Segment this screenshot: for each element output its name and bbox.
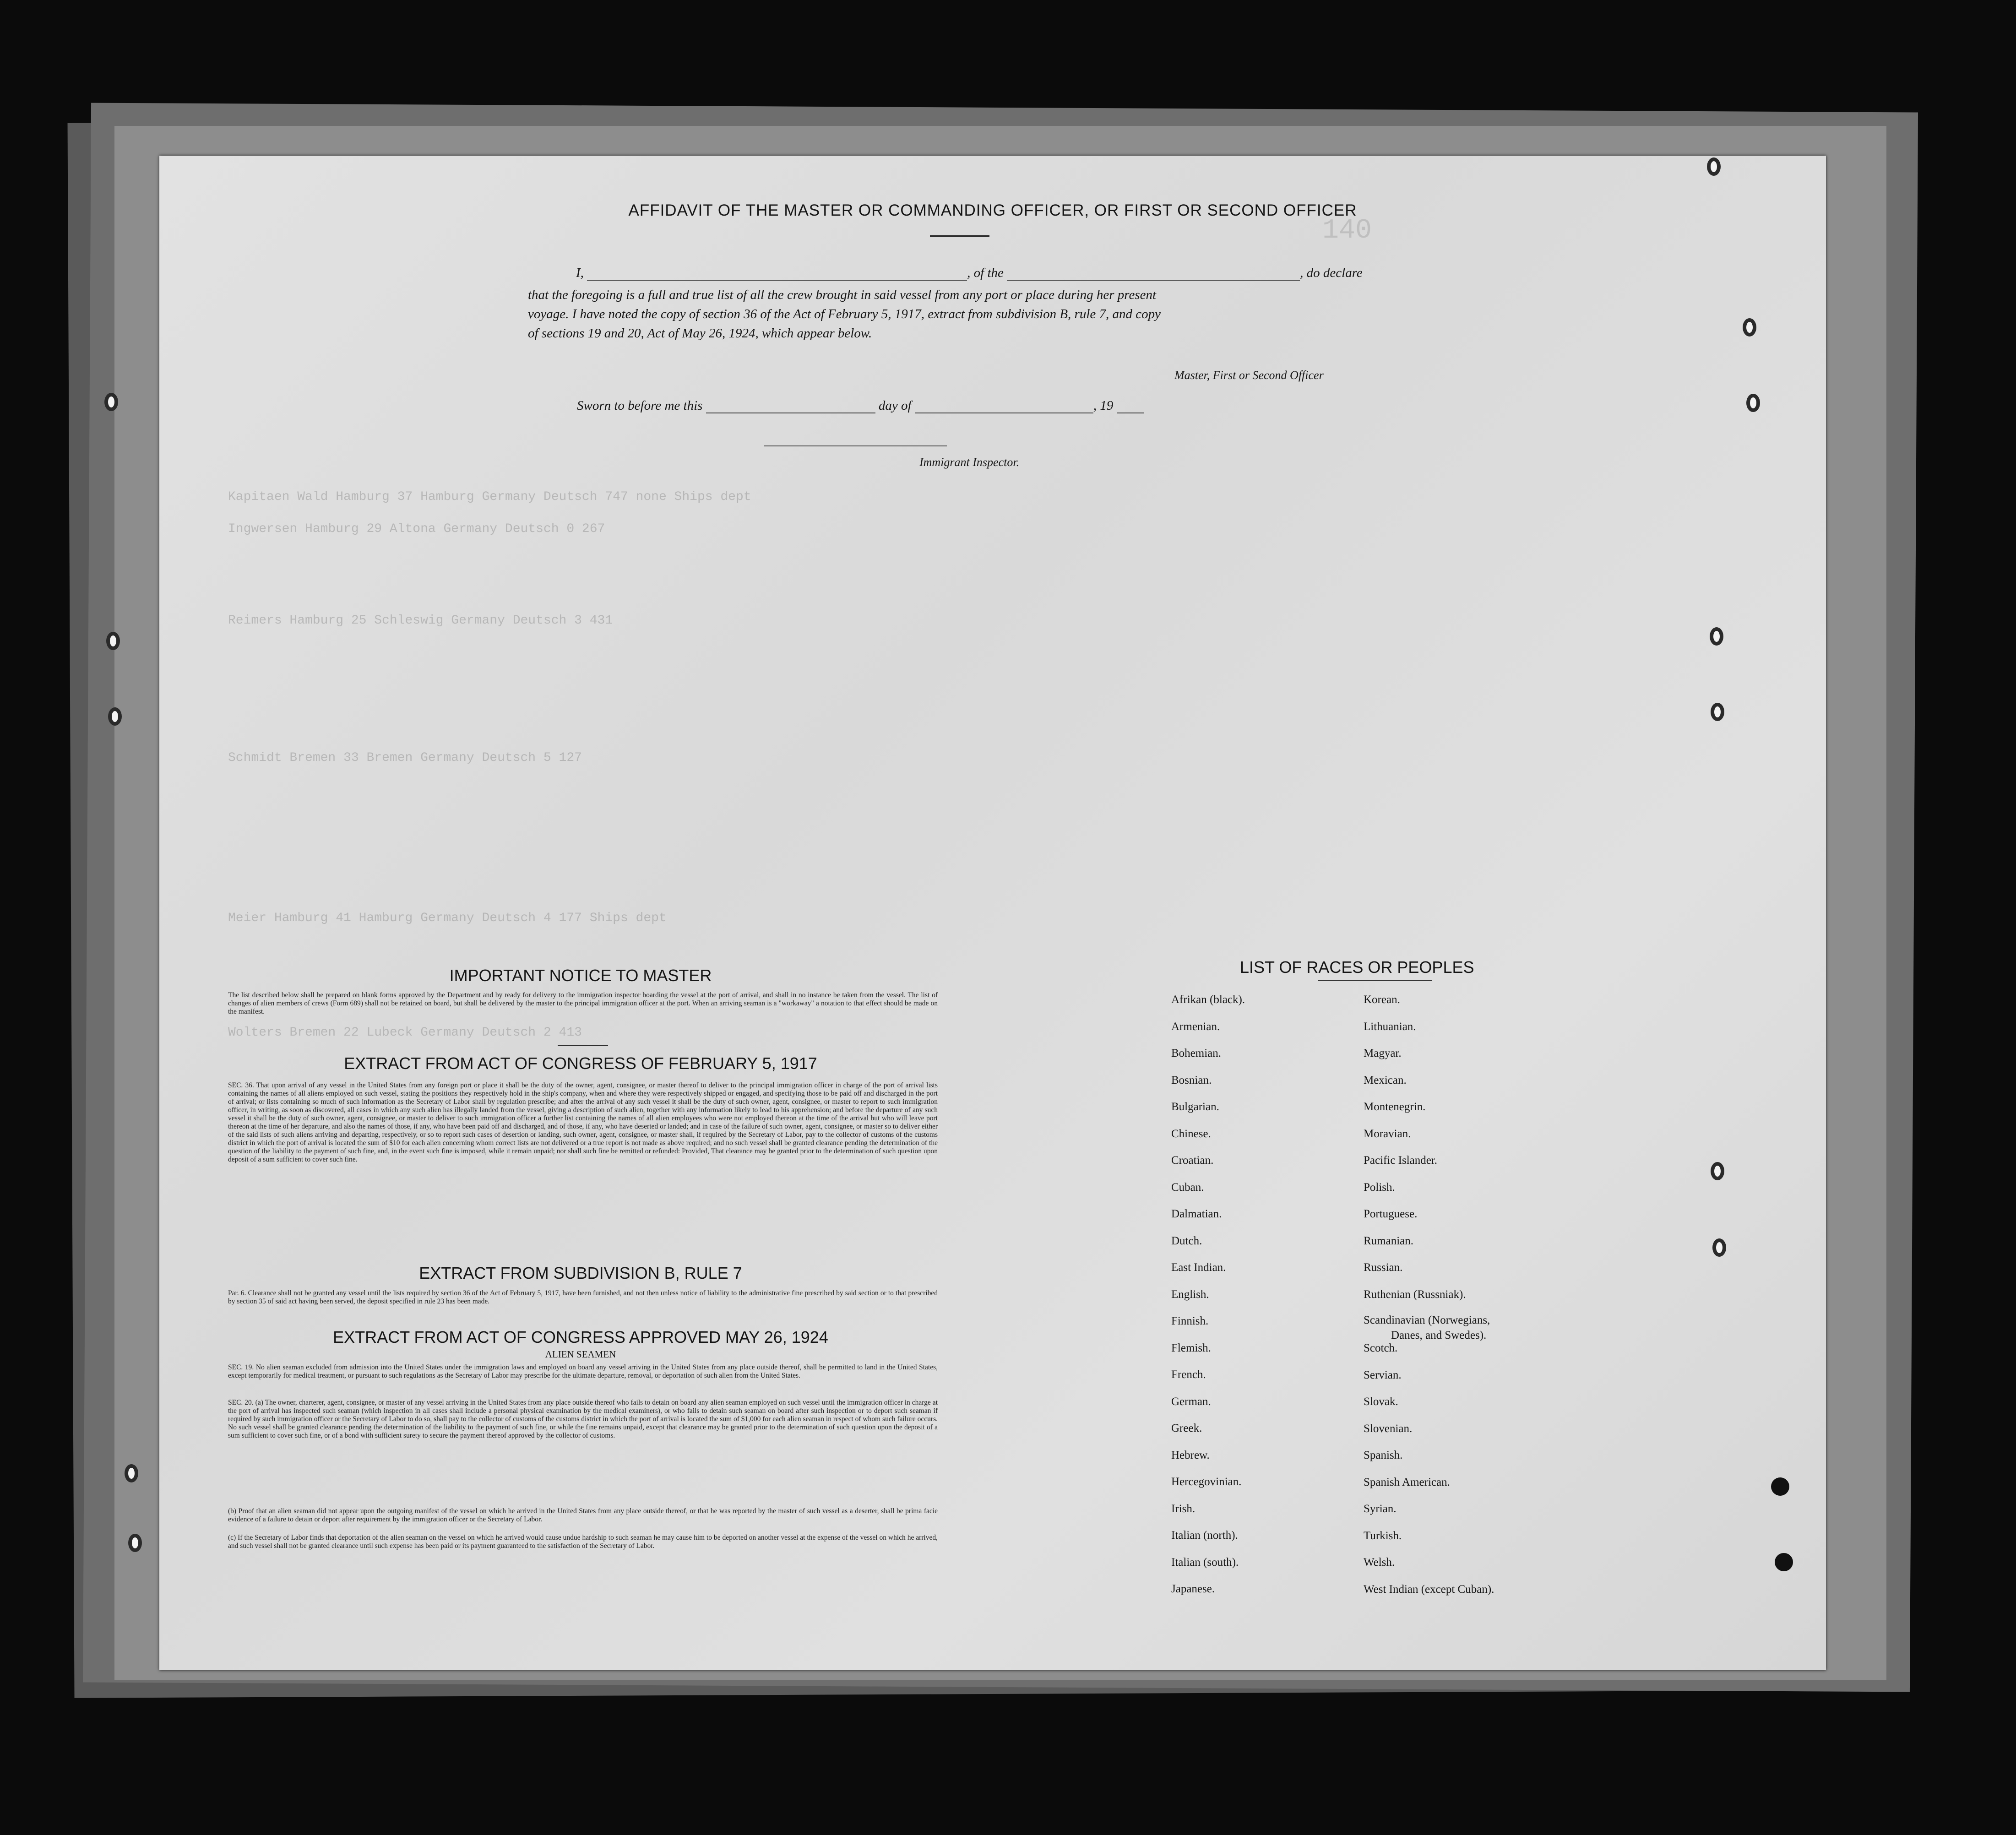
race-item: Bohemian.: [1171, 1047, 1222, 1059]
binder-hole: [128, 1534, 142, 1552]
extract-rule7-text: Par. 6. Clearance shall not be granted any vessel until the lists required by section 36 of the Act of February 5, 1917, have been furnished, and not then unless notice of liability to the administrative fine prescribed by said section or to that prescribed by section 35 of said act having been served, the deposit specified in rule 23 has been made.: [228, 1289, 938, 1305]
race-item: Greek.: [1171, 1422, 1202, 1434]
race-item: German.: [1171, 1395, 1211, 1408]
extract-1924-title: EXTRACT FROM ACT OF CONGRESS APPROVED MAY 26, 1924: [333, 1328, 828, 1346]
race-item: Slovenian.: [1364, 1422, 1413, 1435]
race-item: Croatian.: [1171, 1154, 1214, 1167]
races-left-column: [1171, 987, 1245, 1603]
divider: [930, 235, 989, 237]
races-right-column: [1364, 987, 1494, 1603]
race-item: Spanish American.: [1364, 1476, 1450, 1488]
divider: [558, 1045, 608, 1046]
notice-title: IMPORTANT NOTICE TO MASTER: [449, 966, 712, 985]
affidavit-title: AFFIDAVIT OF THE MASTER OR COMMANDING OFFICER, OR FIRST OR SECOND OFFICER: [628, 201, 1357, 219]
extract-rule7-title: EXTRACT FROM SUBDIVISION B, RULE 7: [419, 1264, 742, 1282]
race-item: Syrian.: [1364, 1503, 1397, 1515]
race-item: Montenegrin.: [1364, 1101, 1426, 1113]
race-item: Finnish.: [1171, 1315, 1209, 1327]
affidavit-line-1: I, , of the , do declare: [576, 266, 1363, 280]
race-item: Russian.: [1364, 1261, 1403, 1274]
punch-hole: [1775, 1553, 1793, 1571]
divider: [1318, 980, 1432, 981]
race-item: Flemish.: [1171, 1341, 1211, 1354]
race-item: Dalmatian.: [1171, 1208, 1222, 1220]
name-blank[interactable]: [587, 280, 967, 281]
race-item: Chinese.: [1171, 1127, 1211, 1140]
race-item: Ruthenian (Russniak).: [1364, 1288, 1466, 1301]
race-item: Italian (north).: [1171, 1529, 1238, 1542]
binder-hole: [1711, 703, 1724, 721]
race-item: Korean.: [1364, 994, 1400, 1006]
extract-1924-sec20b: (b) Proof that an alien seaman did not appear upon the outgoing manifest of the vessel on which he arrived in the United States from any place outside thereof, or that he was reported by the master of such vessel as a deserter, shall be prima facie evidence of a failure to detain or deport after requirement by the immigration officer or the Secretary of Labor.: [228, 1507, 938, 1523]
race-item: Moravian.: [1364, 1127, 1411, 1140]
race-item: English.: [1171, 1288, 1209, 1301]
affidavit-line-3: voyage. I have noted the copy of section 36 of the Act of February 5, 1917, extract from subdivision B, rule 7, and copy: [528, 307, 1161, 321]
race-item: Scandinavian (Norwegians,: [1364, 1314, 1490, 1326]
affidavit-line-4: of sections 19 and 20, Act of May 26, 1924, which appear below.: [528, 326, 872, 341]
race-item: Polish.: [1364, 1181, 1395, 1194]
extract-1917-title: EXTRACT FROM ACT OF CONGRESS OF FEBRUARY 5, 1917: [344, 1054, 817, 1073]
binder-hole: [106, 632, 120, 650]
binder-hole: [1743, 318, 1756, 337]
race-item: Italian (south).: [1171, 1556, 1239, 1569]
race-item: Scotch.: [1364, 1342, 1398, 1354]
extract-1924-sec20c: (c) If the Secretary of Labor finds that deportation of the alien seaman on the vessel on which he arrived would cause undue hardship to such seaman he may cause him to be deported on another vessel at the expense of the vessel on which he arrived, and such vessel shall not be granted clearance until such expense has been paid or its payment guaranteed to the satisfaction of the Secretary of Labor.: [228, 1534, 938, 1550]
show-through-text: Ingwersen Hamburg 29 Altona Germany Deutsch 0 267: [228, 522, 605, 536]
inspector-signature-line[interactable]: [764, 437, 947, 446]
extract-1924-sec19: SEC. 19. No alien seaman excluded from admission into the United States under the immigration laws and employed on board any vessel arriving in the United States from any place outside thereof, shall be permitted to land in the United States, except temporarily for medical treatment, or pursuant to such regulations as the Secretary of Labor may prescribe for the ultimate departure, removal, or deportation of such alien from the United States.: [228, 1363, 938, 1379]
page-number: 140: [1322, 215, 1372, 246]
race-item: Turkish.: [1364, 1529, 1402, 1542]
race-item: Afrikan (black).: [1171, 994, 1245, 1006]
race-item: French.: [1171, 1368, 1206, 1381]
binder-hole: [1746, 394, 1760, 412]
extract-1924-subtitle: ALIEN SEAMEN: [545, 1349, 616, 1360]
race-item: Cuban.: [1171, 1181, 1204, 1194]
vessel-blank[interactable]: [1007, 280, 1300, 281]
race-item: East Indian.: [1171, 1261, 1226, 1274]
show-through-text: Reimers Hamburg 25 Schleswig Germany Deutsch 3 431: [228, 613, 613, 628]
inspector-label: Immigrant Inspector.: [919, 456, 1020, 469]
extract-1917-text: SEC. 36. That upon arrival of any vessel in the United States from any foreign port or place it shall be the duty of the owner, agent, consignee, or master thereof to deliver to the principal immigration officer in charge of the port of arrival lists containing the names of all aliens employed on such vessel, stating the positions they respectively hold in the ship's company, when and where they were respectively shipped or engaged, and specifying those to be paid off and discharged in the port of arrival; or lists containing so much of such information as the Secretary of Labor shall by regulation prescribe; and after the arrival of any such vessel it shall be the duty of such owner, agent, consignee, or master to report to such immigration officer, in writing, as soon as discovered, all cases in which any such alien has illegally landed from the vessel, giving a description of such alien, together with any information likely to lead to his apprehension; and before the departure of any such vessel it shall be the duty of such owner, agent, consignee, or master to deliver to such immigration officer a further list containing the names of all alien employees who were not employed thereon at the time of the arrival but who will leave port thereon at the time of her departure, and also the names of those, if any, who have been paid off and discharged, and of those, if any, who have deserted or landed; and in case of the failure of such owner, agent, consignee, or master so to deliver either of the said lists of such aliens arriving and departing, respectively, or so to report such cases of desertion or landing, such owner, agent, consignee, or master shall, if required by the Secretary of Labor, pay to the collector of customs of the customs district in which the port of arrival is located the sum of $10 for each alien concerning whom correct lists are not delivered or a true report is not made as above required; and no such vessel shall be granted clearance pending the determination of the question of the liability to the payment of such fine, and, in the event such fine is imposed, while it remain unpaid; nor shall such fine be remitted or refunded: Provided, That clearance may be granted prior to the determination of such question upon deposit of a sum sufficient to cover such fine.: [228, 1081, 938, 1163]
race-item: Bosnian.: [1171, 1074, 1212, 1086]
race-item: Irish.: [1171, 1502, 1195, 1515]
binder-hole: [1710, 627, 1723, 646]
binder-hole: [1707, 157, 1721, 176]
race-item: Lithuanian.: [1364, 1020, 1416, 1033]
race-item: Hebrew.: [1171, 1449, 1210, 1461]
binder-hole: [1711, 1162, 1724, 1180]
binder-hole: [1712, 1238, 1726, 1257]
extract-1924-sec20: SEC. 20. (a) The owner, charterer, agent, consignee, or master of any vessel arriving in the United States from any place outside thereof who fails to detain on board any alien seaman employed on such vessel until the immigration officer in charge at the port of arrival has inspected such seaman (which inspection in all cases shall include a personal physical examination by the medical examiners), or who fails to detain such seaman on board after such inspection or to deport such seaman if required by such immigration officer or the Secretary of Labor to do so, shall pay to the collector of customs of the customs district in which the port of arrival is located the sum of $1,000 for each alien seaman in respect of whom such failure occurs. No such vessel shall be granted clearance pending the determination of the liability to the payment of such fine, or while the fine remains unpaid, except that clearance may be granted prior to the determination of such question upon the deposit of a sum sufficient to cover such fine, or of a bond with sufficient surety to secure the payment thereof approved by the collector of customs.: [228, 1399, 938, 1439]
race-item: Hercegovinian.: [1171, 1476, 1242, 1488]
binder-hole: [104, 393, 118, 411]
race-item: Welsh.: [1364, 1556, 1395, 1569]
race-item: Dutch.: [1171, 1234, 1202, 1247]
binder-hole: [125, 1464, 138, 1482]
race-item: Servian.: [1364, 1368, 1402, 1381]
race-item: Japanese.: [1171, 1583, 1215, 1595]
show-through-text: Wolters Bremen 22 Lubeck Germany Deutsch 2 413: [228, 1026, 582, 1040]
document-page: [159, 156, 1826, 1670]
master-signature-label: Master, First or Second Officer: [1174, 369, 1324, 382]
sworn-line: Sworn to before me this day of , 19: [577, 398, 1144, 413]
affidavit-line-2: that the foregoing is a full and true list of all the crew brought in said vessel from any port or place during her present: [528, 288, 1157, 302]
race-item: West Indian (except Cuban).: [1364, 1583, 1494, 1596]
race-item: Armenian.: [1171, 1020, 1220, 1033]
show-through-text: Kapitaen Wald Hamburg 37 Hamburg Germany Deutsch 747 none Ships dept: [228, 490, 751, 504]
race-item: Portuguese.: [1364, 1208, 1418, 1220]
show-through-text: Schmidt Bremen 33 Bremen Germany Deutsch 5 127: [228, 751, 582, 765]
race-item: Spanish.: [1364, 1449, 1403, 1461]
race-item: Slovak.: [1364, 1395, 1398, 1408]
race-item: Mexican.: [1364, 1074, 1407, 1086]
race-item: Magyar.: [1364, 1047, 1402, 1059]
race-item: Rumanian.: [1364, 1234, 1414, 1247]
show-through-text: Meier Hamburg 41 Hamburg Germany Deutsch 4 177 Ships dept: [228, 911, 667, 925]
punch-hole: [1771, 1477, 1789, 1496]
notice-text: The list described below shall be prepared on blank forms approved by the Department and by ready for delivery to the immigration inspector boarding the vessel at the port of arrival, and shall in no instance be taken from the vessel. The list of changes of alien members of crews (Form 689) shall not be retained on board, but shall be delivered by the master to the principal immigration officer at the port. When an arriving seaman is a "workaway" a notation to that effect should be made on the manifest.: [228, 991, 938, 1015]
race-item: Bulgarian.: [1171, 1101, 1219, 1113]
race-item: Pacific Islander.: [1364, 1154, 1438, 1167]
races-title: LIST OF RACES OR PEOPLES: [1240, 958, 1474, 977]
race-item: Danes, and Swedes).: [1391, 1329, 1487, 1341]
binder-hole: [108, 707, 122, 726]
